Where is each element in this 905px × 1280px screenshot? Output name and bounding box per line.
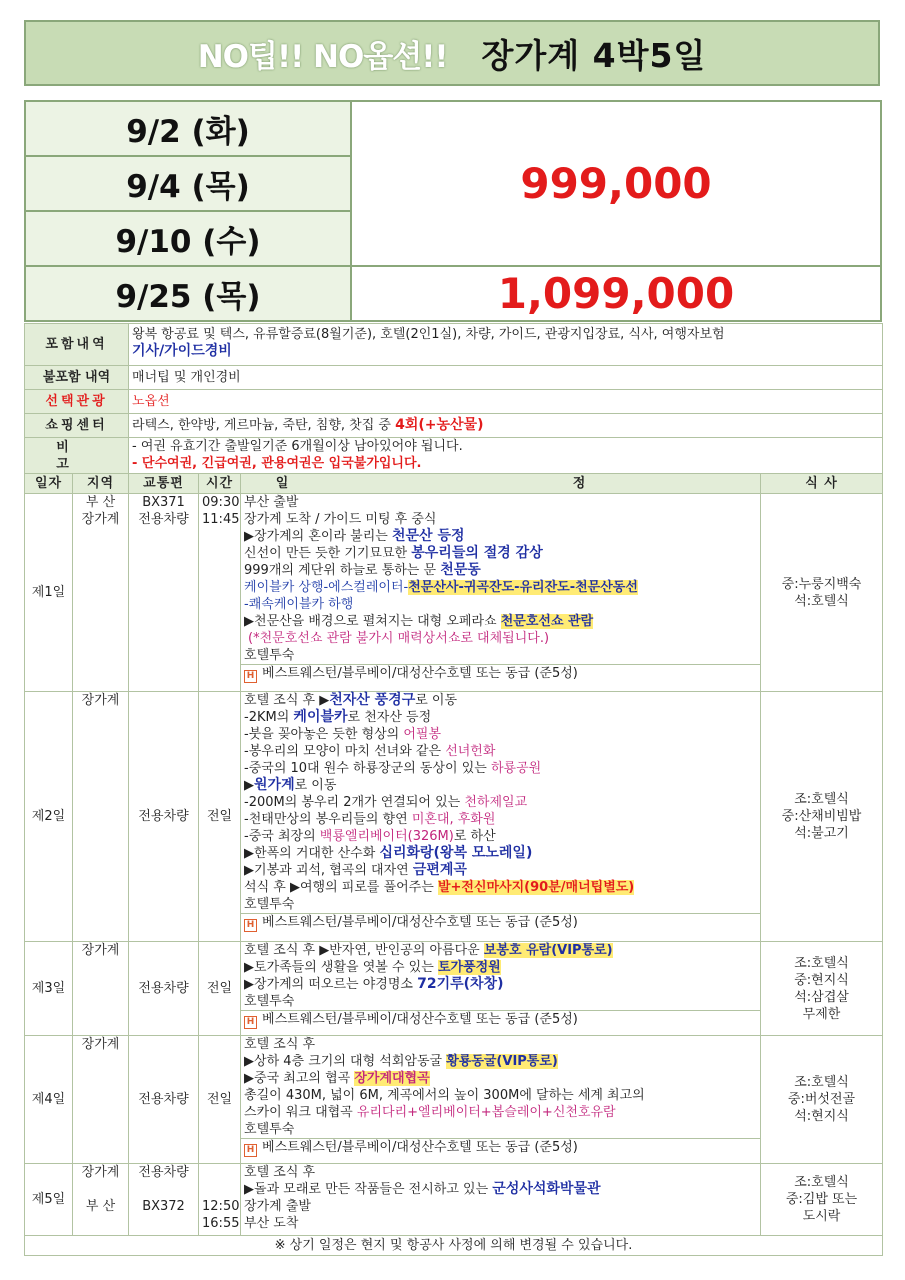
schedule-highlight: 군성사석화박물관 — [492, 1181, 601, 1197]
header-time: 시간 — [199, 474, 241, 494]
price-table — [24, 100, 882, 322]
day-row — [25, 942, 883, 1036]
day-label: 제2일 — [25, 692, 73, 942]
time: 전일 — [199, 692, 241, 942]
schedule-highlight: 케이블카 — [293, 709, 348, 725]
meal: 무제한 — [802, 1006, 841, 1022]
schedule-text: ▶ — [244, 778, 255, 793]
info-row-note — [25, 438, 883, 474]
schedule-highlight: 금편계곡 — [412, 862, 467, 878]
schedule-line: 호텔 조식 후 — [244, 1037, 316, 1052]
header-transport: 교통편 — [129, 474, 199, 494]
schedule-highlight: 보봉호 유람(VIP통로) — [483, 943, 613, 958]
day-row — [25, 1164, 883, 1236]
time: 전일 — [199, 1036, 241, 1164]
hotel-text: 베스트웨스턴/블루베이/대성산수호텔 또는 동급 (준5성) — [262, 1012, 578, 1027]
day-label: 제5일 — [25, 1164, 73, 1236]
time: 전일 — [199, 942, 241, 1036]
departure-date: 9/25 (목) — [25, 266, 351, 321]
schedule-highlight: 선녀헌화 — [445, 744, 496, 759]
meal: 조:호텔식 — [794, 1175, 849, 1190]
info-row-shopping — [25, 414, 883, 438]
footer-note: ※ 상기 일정은 현지 및 항공사 사정에 의해 변경될 수 있습니다. — [25, 1236, 883, 1256]
meal: 조:호텔식 — [794, 1075, 849, 1090]
day-row — [25, 692, 883, 942]
schedule-highlight: 백룡엘리베이터(326M) — [319, 829, 454, 844]
meal: 중:현지식 — [794, 972, 849, 988]
time: 09:30 — [202, 495, 240, 510]
schedule-text: -천태만상의 봉우리들의 향연 — [244, 812, 412, 827]
meal: 석:현지식 — [794, 1109, 849, 1124]
meal: 석:불고기 — [794, 826, 849, 841]
schedule-line: 호텔투숙 — [244, 897, 295, 912]
schedule-line: 장가계 도착 / 가이드 미팅 후 중식 — [244, 512, 437, 527]
departure-date: 9/4 (목) — [25, 156, 351, 211]
price-peak: 1,099,000 — [351, 266, 881, 321]
schedule-line: 호텔투숙 — [244, 1122, 295, 1137]
schedule-highlight: 천문동 — [440, 562, 481, 578]
schedule-text: 로 이동 — [415, 693, 458, 708]
schedule-note: (*천문호선쇼 관람 불가시 매력상서쇼로 대체됩니다.) — [248, 631, 550, 646]
header-place: 지역 — [73, 474, 129, 494]
schedule-highlight: 십리화랑(왕복 모노레일) — [379, 845, 533, 861]
schedule-text: -봉우리의 모양이 마치 선녀와 같은 — [244, 744, 446, 759]
schedule-highlight: 어필봉 — [403, 727, 442, 742]
schedule-line: 호텔투숙 — [244, 648, 295, 663]
note-label: 비 고 — [25, 438, 129, 474]
hotel-icon: H — [244, 1144, 257, 1157]
schedule-text: -2KM의 — [244, 710, 294, 725]
meal: 중:버섯전골 — [787, 1092, 856, 1107]
place: 장가계 — [73, 942, 129, 1036]
schedule-text: 스카이 워크 대협곡 — [244, 1105, 357, 1120]
option-text: 노옵션 — [129, 390, 883, 414]
hotel-icon: H — [244, 670, 257, 683]
schedule-text: 로 천자산 등정 — [347, 710, 432, 725]
place: 장가계 — [81, 512, 120, 527]
schedule-highlight: 토가풍정원 — [437, 960, 501, 975]
header-schedule: 일 정 — [241, 474, 761, 494]
include-label: 포함내역 — [25, 324, 129, 366]
schedule-text: ▶돌과 모래로 만든 작품들은 전시하고 있는 — [244, 1182, 493, 1197]
schedule-line: 장가계 출발 — [244, 1199, 311, 1214]
include-text: 왕복 항공료 및 텍스, 유류할증료(8월기준), 호텔(2인1실), 차량, 가이드, 관광지입장료, 식사, 여행자보험 — [132, 327, 725, 342]
schedule-highlight: 천자산 풍경구 — [329, 692, 416, 708]
schedule-text: ▶천문산을 배경으로 펼쳐지는 대형 오페라쇼 — [244, 614, 501, 629]
transport: 전용차량 — [138, 512, 189, 527]
meal: 중:누룽지백숙 — [781, 576, 862, 592]
transport: 전용차량 — [129, 1036, 199, 1164]
schedule-text: 로 이동 — [294, 778, 337, 793]
hotel-text: 베스트웨스턴/블루베이/대성산수호텔 또는 동급 (준5성) — [262, 915, 578, 930]
schedule-text: -200M의 봉우리 2개가 연결되어 있는 — [244, 795, 465, 810]
departure-date: 9/2 (화) — [25, 101, 351, 156]
schedule-line: 호텔투숙 — [244, 994, 295, 1009]
schedule-line: 호텔 조식 후 — [244, 1165, 316, 1180]
schedule-text: -붓을 꽂아놓은 듯한 형상의 — [244, 727, 404, 742]
schedule-line: 부산 도착 — [244, 1216, 299, 1231]
exclude-text: 매너팁 및 개인경비 — [129, 366, 883, 390]
schedule-text: 케이블카 상행-에스컬레이터- — [244, 580, 409, 595]
place: 부 산 — [85, 495, 116, 510]
departure-date: 9/10 (수) — [25, 211, 351, 266]
meal: 석:삼겹살 — [794, 989, 849, 1005]
schedule-highlight: 봉우리들의 절경 감상 — [411, 545, 543, 561]
transport: 전용차량 — [138, 1165, 189, 1180]
transport: BX372 — [142, 1199, 185, 1214]
schedule-highlight: 72기루(차창) — [417, 976, 504, 992]
schedule-highlight: 유리다리+엘리베이터+봅슬레이+신천호유람 — [356, 1105, 616, 1120]
note-line-1: - 여권 유효기간 출발일기준 6개월이상 남아있어야 됩니다. — [132, 439, 463, 454]
schedule-highlight: 원가계 — [254, 777, 295, 793]
time: 11:45 — [202, 512, 240, 527]
note-line-2: - 단수여권, 긴급여권, 관용여권은 입국불가입니다. — [132, 456, 422, 471]
exclude-label: 불포함 내역 — [25, 366, 129, 390]
price-main: 999,000 — [351, 101, 881, 266]
schedule-line: 부산 출발 — [244, 495, 299, 510]
place: 장가계 — [73, 692, 129, 942]
schedule-text: ▶장가계의 떠오르는 야경명소 — [244, 977, 418, 992]
itinerary-header — [25, 474, 883, 494]
itinerary-table — [24, 323, 883, 1256]
hotel-icon: H — [244, 1016, 257, 1029]
schedule-text: 신선이 만든 듯한 기기묘묘한 — [244, 546, 412, 561]
day-label: 제1일 — [25, 494, 73, 692]
hotel-text: 베스트웨스턴/블루베이/대성산수호텔 또는 동급 (준5성) — [262, 1140, 578, 1155]
schedule-text: -중국 최장의 — [244, 829, 320, 844]
schedule-line: -쾌속케이블카 하행 — [244, 597, 354, 612]
info-row-include — [25, 324, 883, 366]
option-label: 선택관광 — [25, 390, 129, 414]
include-bold: 기사/가이드경비 — [132, 343, 232, 359]
header-meal: 식 사 — [761, 474, 883, 494]
schedule-text: -중국의 10대 원수 하룡장군의 동상이 있는 — [244, 761, 491, 776]
schedule-line: 총길이 430M, 넓이 6M, 계곡에서의 높이 300M에 달하는 세계 최고의 — [244, 1088, 645, 1103]
day-row — [25, 494, 883, 692]
meal: 도시락 — [802, 1209, 841, 1224]
header-day: 일자 — [25, 474, 73, 494]
schedule-text: ▶중국 최고의 협곡 — [244, 1071, 355, 1086]
shopping-text: 라텍스, 한약방, 게르마늄, 죽탄, 침향, 찻집 중 — [132, 418, 391, 433]
meal: 조:호텔식 — [794, 955, 849, 971]
hotel-icon: H — [244, 919, 257, 932]
hotel-text: 베스트웨스턴/블루베이/대성산수호텔 또는 동급 (준5성) — [262, 666, 578, 681]
schedule-highlight: 천문산 등정 — [392, 528, 465, 544]
place: 부 산 — [85, 1199, 116, 1214]
schedule-text: ▶상하 4층 크기의 대형 석회암동굴 — [244, 1054, 447, 1069]
schedule-highlight: 장가계대협곡 — [354, 1071, 430, 1086]
schedule-text: 999개의 계단위 하늘로 통하는 문 — [244, 563, 441, 578]
schedule-text: 호텔 조식 후 ▶반자연, 반인공의 아름다운 — [244, 943, 484, 958]
title-banner — [24, 20, 880, 86]
info-row-exclude — [25, 366, 883, 390]
meal: 중:산채비빔밥 — [781, 809, 862, 824]
day-label: 제3일 — [25, 942, 73, 1036]
schedule-text: ▶기봉과 괴석, 협곡의 대자연 — [244, 863, 413, 878]
info-row-option — [25, 390, 883, 414]
banner-slogan: NO팁!! NO옵션!! — [197, 38, 448, 75]
schedule-text: ▶한폭의 거대한 산수화 — [244, 846, 380, 861]
day-label: 제4일 — [25, 1036, 73, 1164]
schedule-highlight: 천문호선쇼 관람 — [500, 614, 594, 629]
schedule-text: ▶토가족들의 생활을 엿볼 수 있는 — [244, 960, 438, 975]
schedule-highlight: 미혼대, 후화원 — [411, 812, 496, 827]
schedule-highlight: 하룡공원 — [490, 761, 542, 776]
schedule-highlight: 발+전신마사지(90분/매너팁별도) — [437, 880, 635, 895]
schedule-text: ▶장가계의 혼이라 불리는 — [244, 529, 392, 544]
schedule-text: 로 하산 — [453, 829, 496, 844]
schedule-text: 호텔 조식 후 ▶ — [244, 693, 330, 708]
schedule-highlight: 황룡동굴(VIP통로) — [446, 1054, 558, 1069]
transport: 전용차량 — [129, 692, 199, 942]
transport: 전용차량 — [129, 942, 199, 1036]
banner-title: 장가계 4박5일 — [481, 35, 707, 75]
schedule-highlight: 천문산사-귀곡잔도-유리잔도-천문산동선 — [408, 580, 638, 595]
place: 장가계 — [73, 1036, 129, 1164]
schedule-text: 석식 후 ▶여행의 피로를 풀어주는 — [244, 880, 438, 895]
shopping-label: 쇼핑센터 — [25, 414, 129, 438]
shopping-count: 4회(+농산물) — [395, 417, 484, 433]
day-row — [25, 1036, 883, 1164]
meal: 중:김밥 또는 — [785, 1192, 858, 1207]
transport: BX371 — [142, 495, 185, 510]
time: 16:55 — [202, 1216, 240, 1231]
meal: 석:호텔식 — [794, 593, 849, 609]
place: 장가계 — [81, 1165, 120, 1180]
time: 12:50 — [202, 1199, 240, 1214]
meal: 조:호텔식 — [794, 792, 849, 807]
schedule-highlight: 천하제일교 — [464, 795, 528, 810]
